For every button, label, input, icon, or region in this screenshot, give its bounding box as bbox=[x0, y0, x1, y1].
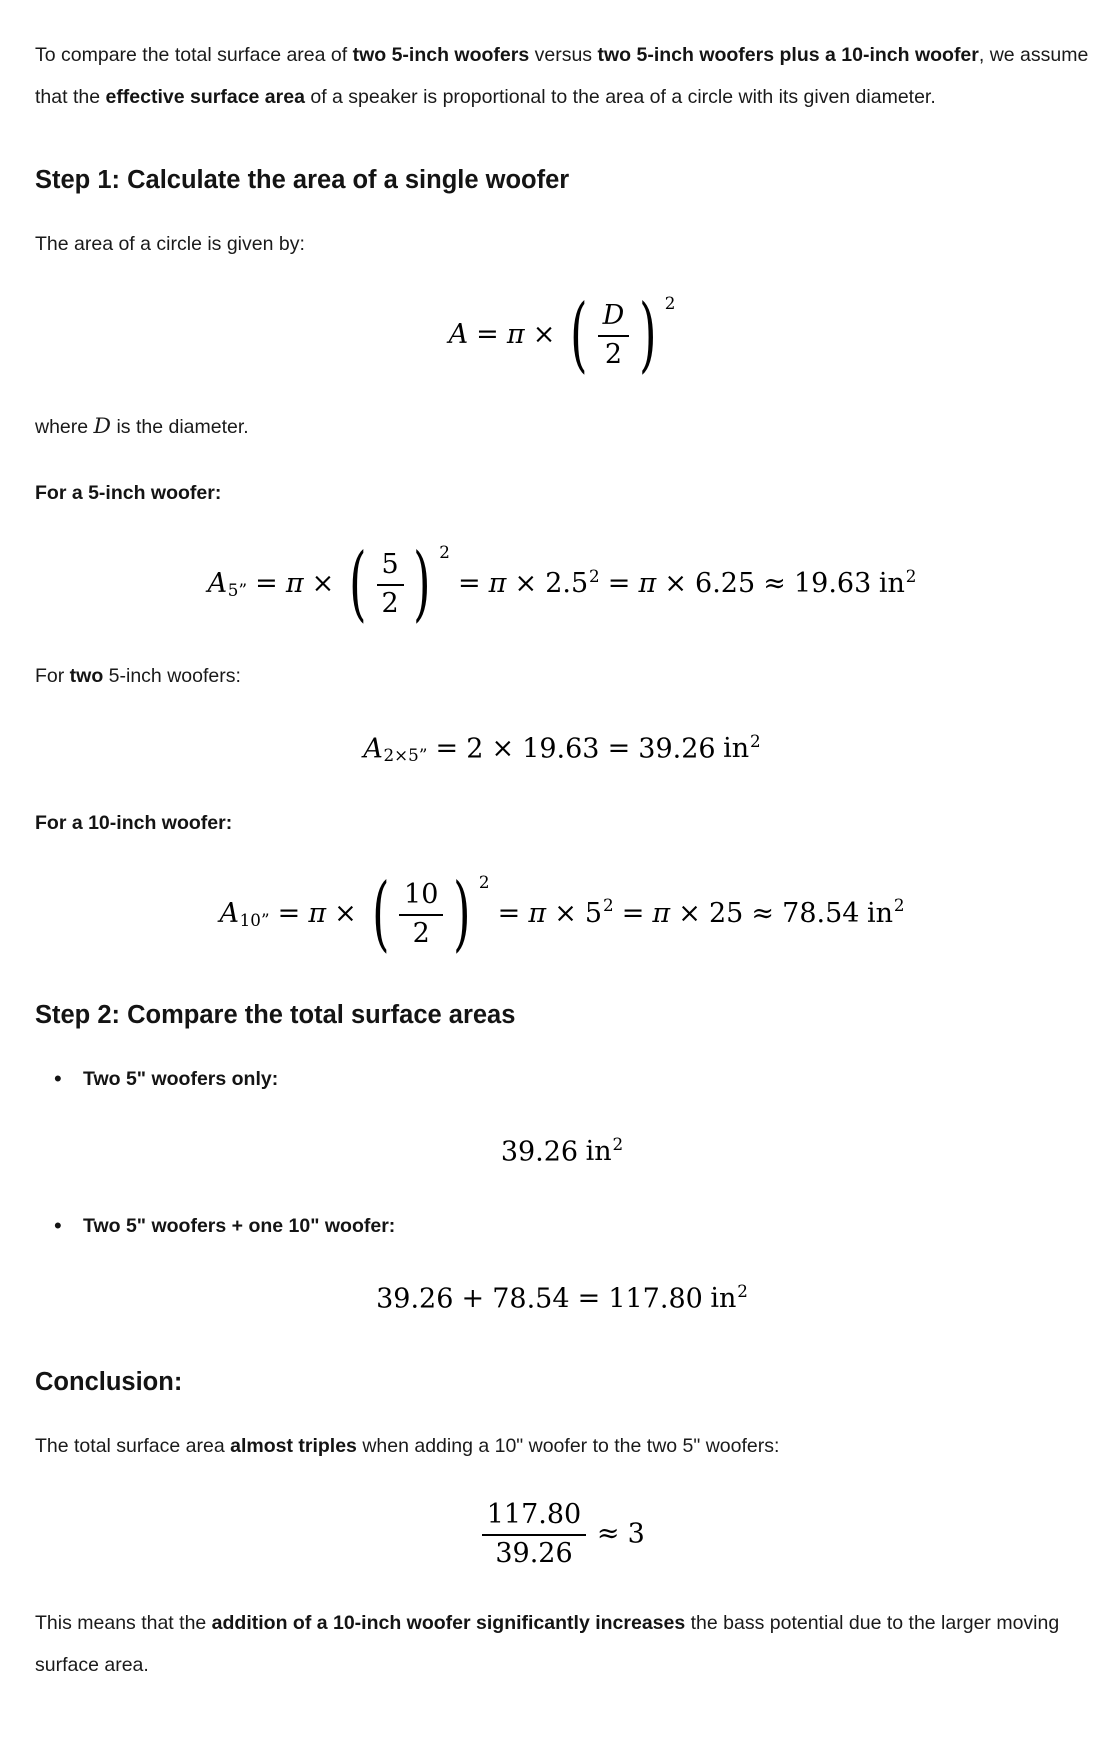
bullet-dot: • bbox=[54, 1212, 62, 1238]
formula-circle-area: A = π × ( $\frac{D}{2}$ ) 2 bbox=[448, 288, 676, 383]
step2-heading: Step 2: Compare the total surface areas bbox=[35, 1000, 516, 1029]
bullet-two-5-only-label: Two 5" woofers only: bbox=[83, 1067, 279, 1090]
intro-paragraph: To compare the total surface area of two 5-inch woofers versus two 5-inch woofers plus a 10-inch woofer, we assume that the effective surface area of a speaker is proportional to the area of a circle with its given diameter. bbox=[35, 44, 1089, 108]
formula-total-all: 39.26 + 78.54 = 117.80 $in^2$ bbox=[376, 1280, 748, 1315]
label-10inch-woofer: For a 10-inch woofer: bbox=[35, 811, 233, 834]
step1-heading: Step 1: Calculate the area of a single woofer bbox=[35, 166, 570, 194]
formula-10inch-woofer: A10” = π × ( $\frac{10}{2}$ ) 2 = $\pi \times 5^2 = \pi \times 25 \approx 78.54$ $in^2$ bbox=[219, 866, 905, 961]
conclusion-final: This means that the addition of a 10-inch woofer significantly increases the bass potential due to the larger moving surface area. bbox=[35, 1612, 1060, 1677]
bullet-dot: • bbox=[54, 1065, 62, 1091]
label-5inch-woofer: For a 5-inch woofer: bbox=[35, 482, 222, 505]
formula-total-two-5: 39.26 $in^2$ bbox=[500, 1133, 624, 1168]
bullet-two-5-plus-10-label: Two 5" woofers + one 10" woofer: bbox=[83, 1214, 396, 1237]
label-two-5inch-woofers: For two 5-inch woofers: bbox=[35, 665, 241, 688]
formula-ratio: $\frac{117.80}{39.26}$ ≈ 3 bbox=[35, 1499, 1089, 1571]
bullet-two-5-only bbox=[35, 1058, 1089, 1100]
formula-two-5inch-woofers: A2×5” = 2 × 19.63 = 39.26 $in^2$ bbox=[363, 731, 761, 766]
circle-area-intro: The area of a circle is given by: bbox=[35, 233, 305, 256]
bullet-two-5-plus-10 bbox=[35, 1205, 1089, 1247]
diameter-note: where D is the diameter. bbox=[35, 414, 249, 440]
conclusion-heading: Conclusion: bbox=[35, 1367, 183, 1396]
conclusion-intro: The total surface area almost triples when adding a 10" woofer to the two 5" woofers: bbox=[35, 1434, 780, 1457]
formula-5inch-woofer: A5” = π × ( $\frac{5}{2}$ ) 2 = $\pi \times 2.5^2 = \pi \times 6.25 \approx 19.63$ $in^2$ bbox=[207, 537, 917, 632]
